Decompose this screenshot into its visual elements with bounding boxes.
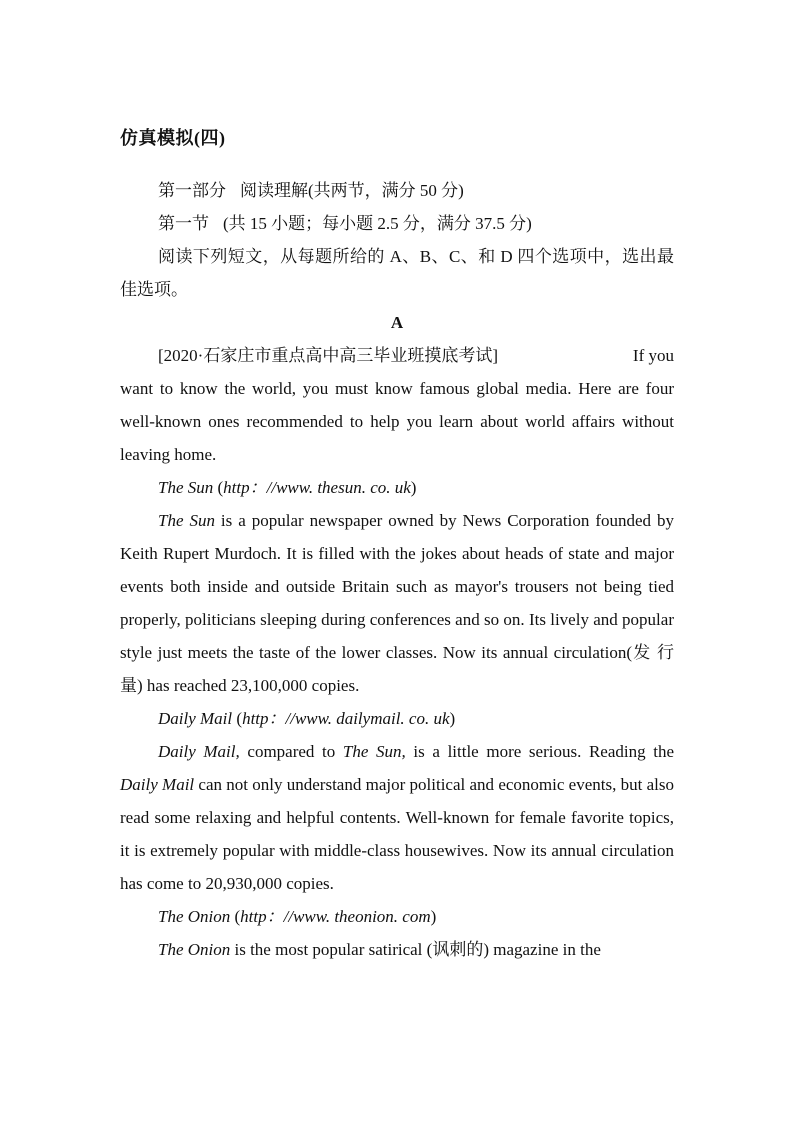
section-desc: (共 15 小题；每小题 2.5 分，满分 37.5 分) xyxy=(223,214,532,233)
media-url-3: http：//www. theonion. com xyxy=(240,907,431,926)
intro-rest: want to know the world, you must know famous global media. Here are four well-known ones recommended to help you learn about world affairs without leaving home. xyxy=(120,379,674,464)
media-body-text-2a: compared to xyxy=(239,742,343,761)
gloss-note-1: 发 行 量 xyxy=(120,643,675,695)
media-body-2 xyxy=(120,735,674,900)
section-heading xyxy=(120,207,674,240)
media-name-3: The Onion xyxy=(158,907,231,926)
document-page xyxy=(120,124,674,966)
media-heading-1: The Sun (http：//www. thesun. co. uk) xyxy=(158,478,417,497)
media-url-2: http：//www. dailymail. co. uk xyxy=(242,709,450,728)
intro-start: If you xyxy=(632,346,674,365)
source-tag: [2020·石家庄市重点高中高三毕业班摸底考试] xyxy=(158,346,498,365)
media-body-text-3b: ) magazine in the xyxy=(483,940,601,959)
gloss-note-3: 讽刺的 xyxy=(432,940,484,959)
instruction-text: 阅读下列短文，从每题所给的 A、B、C、和 D 四个选项中，选出最佳选项。 xyxy=(120,247,674,299)
media-heading-3: The Onion (http：//www. theonion. com) xyxy=(158,907,437,926)
media-url-1: http：//www. thesun. co. uk xyxy=(223,478,411,497)
intro-paragraph xyxy=(120,339,674,471)
media-body-3 xyxy=(120,933,674,966)
media-body-1 xyxy=(120,504,674,702)
media-ref-2a: The Sun, xyxy=(342,742,406,761)
media-body-name-3: The Onion xyxy=(158,940,231,959)
media-ref-2b: Daily Mail xyxy=(120,775,195,794)
passage-letter: A xyxy=(390,313,404,332)
media-body-text-1a: is a popular newspaper owned by News Corporation founded by Keith Rupert Murdoch. It is filled with the jokes about heads of state and major events both inside and outside Britain such as mayor's trousers not being tied properly, politicians sleeping during conferences and so on. Its lively and popular style just meets the taste of the lower classes. Now its annual circulation( xyxy=(120,511,674,662)
media-heading-2: Daily Mail (http：//www. dailymail. co. uk) xyxy=(158,709,456,728)
page-title: 仿真模拟(四) xyxy=(120,128,226,148)
media-body-text-3a: is the most popular satirical ( xyxy=(230,940,433,959)
media-body-name-1: The Sun xyxy=(158,511,215,530)
media-body-text-2b: is a little more serious. Reading the xyxy=(405,742,675,761)
media-body-text-2c: can not only understand major political and economic events, but also read some relaxing and helpful contents. Well-known for female favorite topics, it is extremely popular with middle-class housewives. Now its annual circulation has come to 20,930,000 copies. xyxy=(120,775,674,893)
part-desc: 阅读理解(共两节，满分 50 分) xyxy=(240,181,464,200)
part-heading xyxy=(120,174,674,207)
media-body-text-1b: ) has reached 23,100,000 copies. xyxy=(137,676,360,695)
media-name-1: The Sun xyxy=(158,478,214,497)
part-name: 第一部分 xyxy=(158,181,226,200)
media-body-name-2: Daily Mail, xyxy=(158,742,240,761)
media-name-2: Daily Mail xyxy=(158,709,233,728)
section-name: 第一节 xyxy=(158,214,209,233)
